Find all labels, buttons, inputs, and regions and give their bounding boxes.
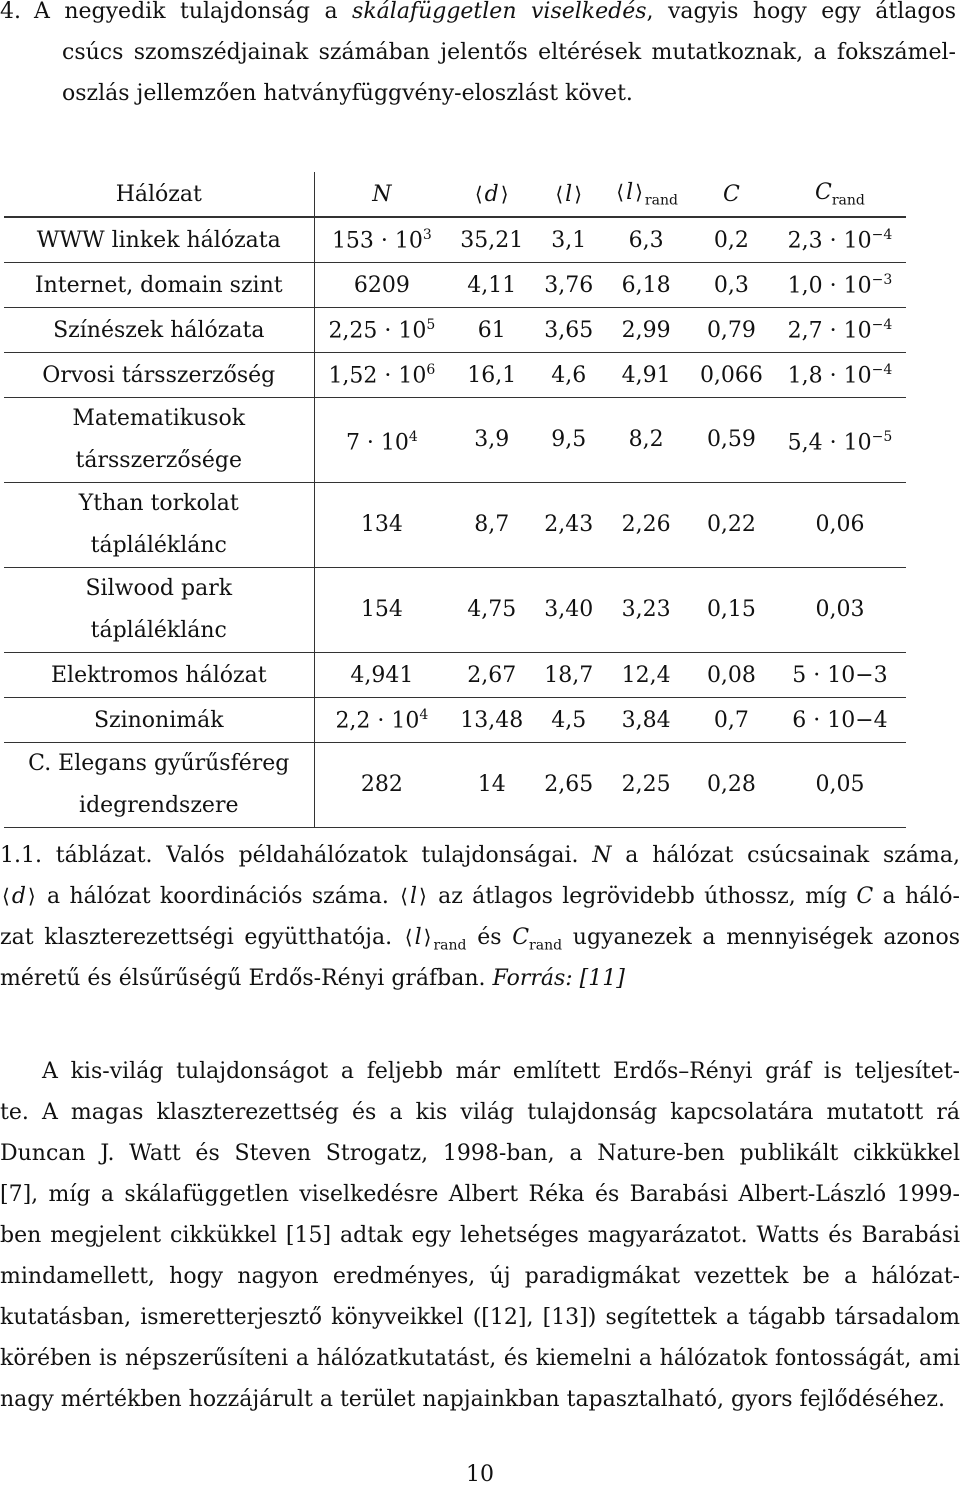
list-item-text-a: A negyedik tulajdonság a	[34, 0, 353, 24]
table-row	[4, 653, 906, 698]
list-item-line-3: oszlás jellemzően hatványfüggvény-eloszlást követ.	[62, 81, 633, 106]
header-l-rand: ⟨l ⟩ $_{rand}$	[603, 172, 689, 217]
cell-n: 282	[360, 772, 403, 797]
header-l: ⟨l ⟩	[534, 172, 603, 217]
cell-d: 16,1	[467, 362, 517, 388]
cell-l-rand: 12,4	[621, 662, 671, 688]
cell-l: 4,5	[551, 707, 587, 733]
cell-network-name: C. Elegans gyűrűsféreg idegrendszere	[4, 743, 314, 828]
table-row	[4, 353, 906, 398]
body-line: A kis-világ tulajdonságot a feljebb már említett Erdős–Rényi gráf is teljesítet-	[42, 1059, 960, 1084]
cell-d: 13,48	[460, 707, 524, 733]
cell-d: 4,75	[467, 597, 517, 622]
cell-n: 6209	[353, 272, 410, 298]
cell-c-rand: $1,0 \cdot 10^{-3}$	[787, 271, 893, 299]
cell-d: 8,7	[474, 512, 510, 537]
table-row	[4, 483, 906, 568]
header-n: N	[314, 172, 449, 217]
cell-n: $2,25 \cdot 10^5$	[328, 316, 436, 344]
cell-network-name: WWW linkek hálózata	[4, 217, 314, 263]
cell-d: 3,9	[474, 427, 510, 452]
cell-network-name: Ythan torkolat tápláléklánc	[4, 483, 314, 568]
cell-l: 4,6	[551, 362, 587, 388]
cell-l: 3,40	[544, 597, 594, 622]
cell-d: 4,11	[467, 272, 517, 298]
cell-c: 0,28	[706, 772, 756, 797]
cell-network-name: Internet, domain szint	[4, 263, 314, 308]
list-item-line-2: csúcs szomszédjainak számában jelentős eltérések mutatkoznak, a fokszámel-	[62, 40, 956, 65]
body-line: [7], míg a skálafüggetlen viselkedésre Albert Réka és Barabási Albert-László 1999-	[0, 1182, 960, 1207]
cell-c-rand: $5,4 \cdot 10^{-5}$	[787, 428, 893, 456]
cell-d: 14	[477, 772, 506, 797]
list-item-number: 4.	[0, 0, 21, 24]
list-item-emphasis: skálafüggetlen viselkedés	[352, 0, 647, 24]
cell-d: 35,21	[460, 227, 524, 253]
cell-l: 2,65	[544, 772, 594, 797]
caption-line-4: méretű és élsűrűségű Erdős-Rényi gráfban. Forrás: [11]	[0, 966, 625, 991]
cell-n: 4,941	[350, 662, 414, 688]
cell-c-rand: 5 · 10−3	[792, 662, 888, 688]
cell-l: 2,43	[544, 512, 594, 537]
table-row	[4, 698, 906, 743]
body-line: kutatásban, ismeretterjesztő könyveikkel ([12], [13]) segítettek a tágabb társadalom	[0, 1305, 960, 1330]
body-line: Duncan J. Watt és Steven Strogatz, 1998-ban, a Nature-ben publikált cikkükkel	[0, 1141, 960, 1166]
header-network: Hálózat	[4, 172, 314, 217]
cell-n: $2,2 \cdot 10^4$	[335, 706, 429, 734]
cell-l-rand: 8,2	[628, 427, 664, 452]
body-line: te. A magas klaszterezettség és a kis világ tulajdonság kapcsolatára mutatott rá	[0, 1100, 960, 1125]
table-row	[4, 743, 906, 828]
cell-c-rand: $1,8 \cdot 10^{-4}$	[787, 361, 893, 389]
header-c: C	[689, 172, 774, 217]
table-row	[4, 568, 906, 653]
cell-l: 3,1	[551, 227, 587, 253]
cell-c-rand: 6 · 10−4	[792, 707, 888, 733]
table-row	[4, 398, 906, 483]
cell-l-rand: 6,3	[628, 227, 664, 253]
body-line: nagy mértékben hozzájárult a terület napjainkban tapasztalható, gyors fejlődéséhez.	[0, 1387, 945, 1412]
caption-line-3: zat klaszterezettségi együtthatója. ⟨l ⟩ $_{rand}$ és $C_{rand}$ ugyanezek a mennyiségek azonos	[0, 925, 960, 954]
cell-n: $7 \cdot 10^4$	[345, 428, 418, 456]
table-header-row	[4, 172, 906, 217]
cell-c: 0,7	[713, 707, 749, 733]
cell-c-rand: 0,05	[815, 772, 865, 797]
cell-network-name: Matematikusok társszerzősége	[4, 398, 314, 483]
page-number: 10	[466, 1462, 494, 1487]
body-line: ben megjelent cikkükkel [15] adtak egy lehetséges magyarázatot. Watts és Barabási	[0, 1223, 960, 1248]
cell-network-name: Szinonimák	[4, 698, 314, 743]
cell-c: 0,066	[699, 362, 763, 388]
cell-n: $1,52 \cdot 10^6$	[328, 361, 436, 389]
cell-c-rand: 0,03	[815, 597, 865, 622]
cell-l-rand: 2,25	[621, 772, 671, 797]
table-row	[4, 308, 906, 353]
table-row	[4, 263, 906, 308]
cell-c: 0,59	[706, 427, 756, 452]
cell-l: 3,76	[544, 272, 594, 298]
cell-network-name: Színészek hálózata	[4, 308, 314, 353]
header-d: ⟨d ⟩	[449, 172, 534, 217]
list-item-text-b: , vagyis hogy egy átlagos	[646, 0, 956, 24]
cell-l: 18,7	[544, 662, 594, 688]
cell-c: 0,15	[706, 597, 756, 622]
cell-network-name: Silwood park tápláléklánc	[4, 568, 314, 653]
table-caption	[0, 836, 960, 1000]
cell-n: 154	[360, 597, 403, 622]
body-line: körében is népszerűsíteni a hálózatkutatást, és kiemelni a hálózatok fontosságát, ami	[0, 1346, 960, 1371]
cell-d: 2,67	[467, 662, 517, 688]
list-item-4	[0, 0, 956, 122]
cell-d: 61	[477, 317, 506, 343]
table-body	[4, 217, 906, 828]
caption-line-1: 1.1. táblázat. Valós példahálózatok tulajdonságai. N a hálózat csúcsainak száma,	[0, 843, 960, 868]
body-paragraph	[0, 1052, 960, 1421]
cell-network-name: Orvosi társszerzőség	[4, 353, 314, 398]
cell-l-rand: 3,23	[621, 597, 671, 622]
table-row	[4, 217, 906, 263]
cell-c: 0,2	[713, 227, 749, 253]
cell-c: 0,3	[713, 272, 749, 298]
cell-c: 0,22	[706, 512, 756, 537]
cell-l: 3,65	[544, 317, 594, 343]
cell-l: 9,5	[551, 427, 587, 452]
cell-c-rand: 0,06	[815, 512, 865, 537]
header-c-rand: $C_{rand}$	[774, 172, 906, 217]
cell-l-rand: 6,18	[621, 272, 671, 298]
cell-network-name: Elektromos hálózat	[4, 653, 314, 698]
cell-l-rand: 4,91	[621, 362, 671, 388]
cell-c-rand: $2,7 \cdot 10^{-4}$	[787, 316, 893, 344]
cell-n: $153 \cdot 10^3$	[331, 226, 432, 254]
cell-l-rand: 2,99	[621, 317, 671, 343]
caption-line-2: ⟨d ⟩ a hálózat koordinációs száma. ⟨l ⟩ az átlagos legrövidebb úthossz, míg C a háló-	[2, 884, 960, 909]
cell-c: 0,79	[706, 317, 756, 343]
list-item-line-1	[0, 0, 956, 40]
cell-l-rand: 3,84	[621, 707, 671, 733]
body-line: mindamellett, hogy nagyon eredményes, új paradigmákat vezettek be a hálózat-	[0, 1264, 960, 1289]
network-properties-table	[4, 172, 906, 828]
cell-l-rand: 2,26	[621, 512, 671, 537]
cell-n: 134	[360, 512, 403, 537]
cell-c-rand: $2,3 \cdot 10^{-4}$	[787, 226, 893, 254]
cell-c: 0,08	[706, 662, 756, 688]
